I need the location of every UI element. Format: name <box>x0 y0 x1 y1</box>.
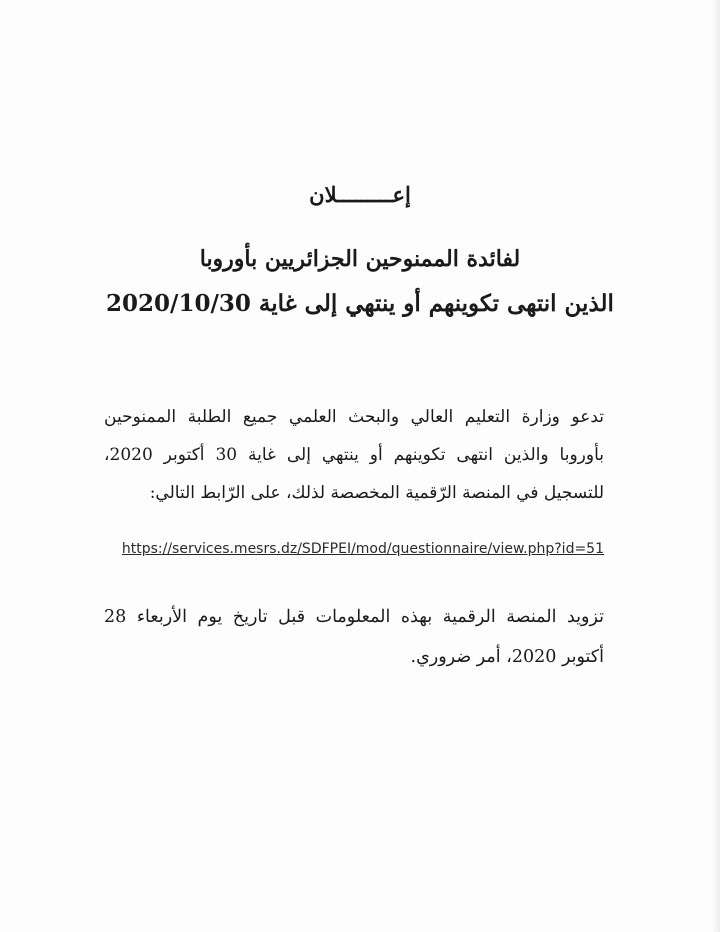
announcement-subtitle-line2: الذين انتهى تكوينهم أو ينتهي إلى غاية 2020/10/30 <box>106 290 614 317</box>
invitation-paragraph: تدعو وزارة التعليم العالي والبحث العلمي جميع الطلبة الممنوحين بأوروبا والذين انتهى تكوينهم أو ينتهي إلى غاية 30 أكتوبر 2020، للتسجيل في المنصة الرّقمية المخصصة لذلك، على الرّابط التالي: <box>104 407 605 503</box>
announcement-subtitle-line1: لفائدة الممنوحين الجزائريين بأوروبا <box>199 246 521 272</box>
announcement-title: إعـــــــــلان <box>309 182 411 207</box>
deadline-paragraph: تزويد المنصة الرقمية بهذه المعلومات قبل تاريخ يوم الأربعاء 28 أكتوبر 2020، أمر ضروري. <box>104 607 604 667</box>
registration-link[interactable]: https://services.mesrs.dz/SDFPEI/mod/questionnaire/view.php?id=51 <box>121 541 604 557</box>
scan-edge <box>712 0 720 932</box>
